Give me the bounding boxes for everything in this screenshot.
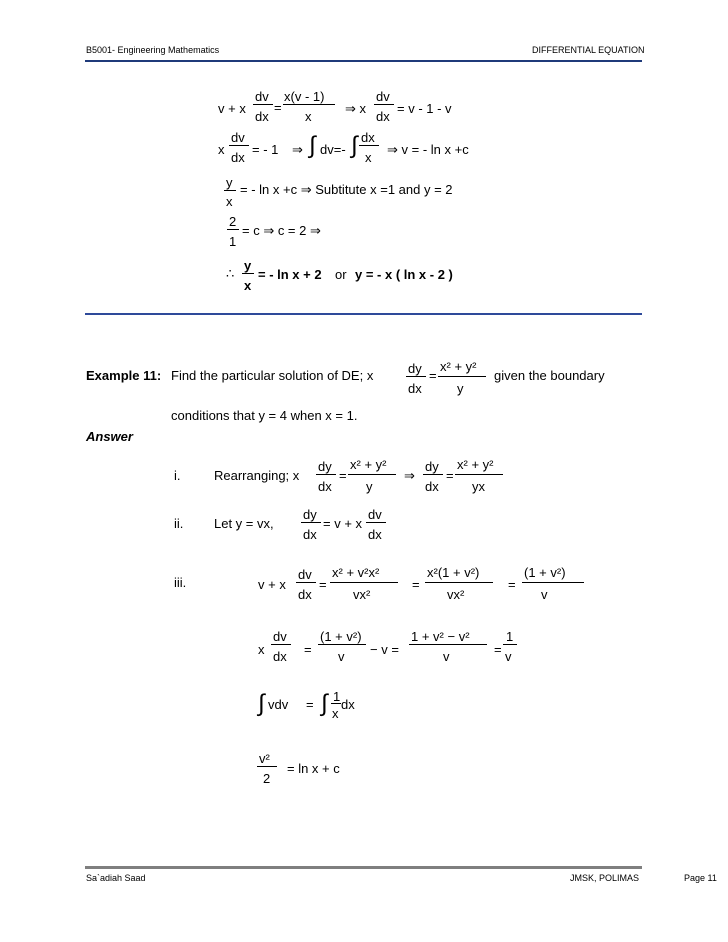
t1-b: dv (255, 89, 269, 104)
s2-num: ii. (174, 516, 184, 531)
s4-g: − v = (370, 642, 399, 657)
example-text: Find the particular solution of DE; x (171, 368, 374, 383)
s4-bar2 (318, 644, 366, 645)
t1-j: = v - 1 - v (397, 101, 452, 116)
t2-g: dv=- (320, 142, 346, 157)
s4-a: x (258, 642, 265, 657)
s1-e: y (366, 479, 373, 494)
t4-c: = c ⇒ c = 2 ⇒ (242, 223, 321, 238)
t2-i: dx (361, 130, 375, 145)
t5-f: y = - x ( ln x - 2 ) (355, 267, 453, 282)
s6-c: = ln x + c (287, 761, 340, 776)
s2-d: dv (368, 507, 382, 522)
t5-b: y (244, 258, 252, 273)
s6-b: 2 (263, 771, 271, 786)
s3-e: x² + v²x² (332, 565, 380, 580)
t2-bar2 (359, 145, 379, 146)
s4-f: v (338, 649, 345, 664)
section-rule (85, 313, 642, 315)
s3-bar1 (296, 582, 316, 583)
footer-center: JMSK, POLIMAS (570, 873, 640, 883)
t1-g: ⇒ x (345, 101, 367, 116)
t3-c: = - ln x +c ⇒ Subtitute x =1 and y = 2 (240, 182, 453, 197)
s1-g: dy (425, 459, 439, 474)
s4-bar3 (409, 644, 487, 645)
s4-h: 1 + v² − v² (411, 629, 470, 644)
s3-c: dx (298, 587, 312, 602)
example-label: Example 11: (86, 368, 162, 383)
s5-d: ∫ (321, 690, 328, 717)
s2-label: Let y = vx, (214, 516, 274, 531)
s3-bar2 (330, 582, 398, 583)
ex-tail: given the boundary (494, 368, 605, 383)
s4-b: dv (273, 629, 287, 644)
s1-i: = (446, 468, 454, 483)
s2-bar1 (301, 522, 321, 523)
s2-a: dy (303, 507, 317, 522)
s1-label: Rearranging; x (214, 468, 300, 483)
t5-a: ∴ (226, 266, 235, 281)
s1-d: x² + y² (350, 457, 387, 472)
t1-c: dx (255, 109, 269, 124)
t3-bar (224, 190, 236, 191)
s3-a: v + x (258, 577, 286, 592)
s4-bar4 (503, 644, 517, 645)
s5-b: vdv (268, 697, 289, 712)
t1-a: v + x (218, 101, 246, 116)
ex-bar2 (438, 376, 486, 377)
t3-a: y (226, 175, 233, 190)
s1-b: dx (318, 479, 332, 494)
t5-d: = - ln x + 2 (258, 267, 322, 282)
header-left: B5001- Engineering Mathematics (86, 45, 220, 55)
t3-b: x (226, 194, 233, 209)
s4-k: 1 (506, 629, 514, 644)
s4-j: = (494, 642, 502, 657)
t1-bar2 (283, 104, 335, 105)
t2-b: dv (231, 130, 245, 145)
s1-k: yx (472, 479, 485, 494)
t2-a: x (218, 142, 225, 157)
s5-g: dx (341, 697, 355, 712)
ex-frac-num: dy (408, 361, 422, 376)
ex-rhs-num: x² + y² (440, 359, 477, 374)
s2-e: dx (368, 527, 382, 542)
s3-k: (1 + v²) (524, 565, 566, 580)
t4-b: 1 (229, 234, 237, 249)
answer-heading: Answer (86, 429, 133, 444)
s3-b: dv (298, 567, 312, 582)
s1-c: = (339, 468, 347, 483)
s6-bar (257, 766, 277, 767)
page-number: Page 11 (684, 873, 717, 883)
s4-l: v (505, 649, 512, 664)
t1-d: = (274, 100, 282, 115)
s3-f: vx² (353, 587, 371, 602)
s6-a: v² (259, 751, 270, 766)
s3-g: = (412, 577, 420, 592)
s1-bar1 (316, 474, 336, 475)
t2-c: dx (231, 150, 245, 165)
header-right: DIFFERENTIAL EQUATION (532, 45, 645, 55)
t2-e: ⇒ (292, 142, 303, 157)
t5-e: or (335, 267, 347, 282)
t2-d: = - 1 (252, 142, 279, 157)
t1-bar3 (374, 104, 394, 105)
s4-e: (1 + v²) (320, 629, 362, 644)
s3-h: x²(1 + v²) (427, 565, 480, 580)
s2-b: dx (303, 527, 317, 542)
s1-h: dx (425, 479, 439, 494)
s2-bar2 (366, 522, 386, 523)
s1-bar4 (455, 474, 503, 475)
ex-eq: = (429, 368, 437, 383)
t1-i: dx (376, 109, 390, 124)
s1-num: i. (174, 468, 181, 483)
t2-k: ⇒ v = - ln x +c (387, 142, 469, 157)
ex-frac-den: dx (408, 381, 422, 396)
s1-j: x² + y² (457, 457, 494, 472)
t4-bar (227, 229, 239, 230)
header-rule (85, 60, 642, 62)
s1-a: dy (318, 459, 332, 474)
s1-bar3 (423, 474, 443, 475)
s1-f: ⇒ (404, 468, 415, 483)
t1-h: dv (376, 89, 390, 104)
s3-l: v (541, 587, 548, 602)
t2-f: ∫ (309, 132, 316, 159)
t2-bar1 (229, 145, 249, 146)
ex-rhs-den: y (457, 381, 464, 396)
s5-bar (331, 703, 341, 704)
t5-bar (242, 273, 254, 274)
s3-bar4 (522, 582, 584, 583)
ex-line2: conditions that y = 4 when x = 1. (171, 408, 358, 423)
s3-j: = (508, 577, 516, 592)
s3-bar3 (425, 582, 493, 583)
footer-left: Sa`adiah Saad (86, 873, 146, 883)
s5-a: ∫ (258, 690, 265, 717)
t4-a: 2 (229, 214, 237, 229)
s1-bar2 (348, 474, 396, 475)
t2-j: x (365, 150, 372, 165)
s3-i: vx² (447, 587, 465, 602)
s4-c: dx (273, 649, 287, 664)
s2-c: = v + x (323, 516, 363, 531)
s5-f: x (332, 706, 339, 721)
t2-h: ∫ (351, 132, 358, 159)
t1-e: x(v - 1) (284, 89, 325, 104)
footer-rule (85, 866, 642, 869)
t5-c: x (244, 278, 252, 293)
s4-bar1 (271, 644, 291, 645)
s3-num: iii. (174, 575, 187, 590)
s5-c: = (306, 697, 314, 712)
s3-d: = (319, 577, 327, 592)
ex-bar1 (406, 376, 426, 377)
t1-f: x (305, 109, 312, 124)
t1-bar1 (253, 104, 273, 105)
s5-e: 1 (333, 689, 341, 704)
s4-d: = (304, 642, 312, 657)
s4-i: v (443, 649, 450, 664)
